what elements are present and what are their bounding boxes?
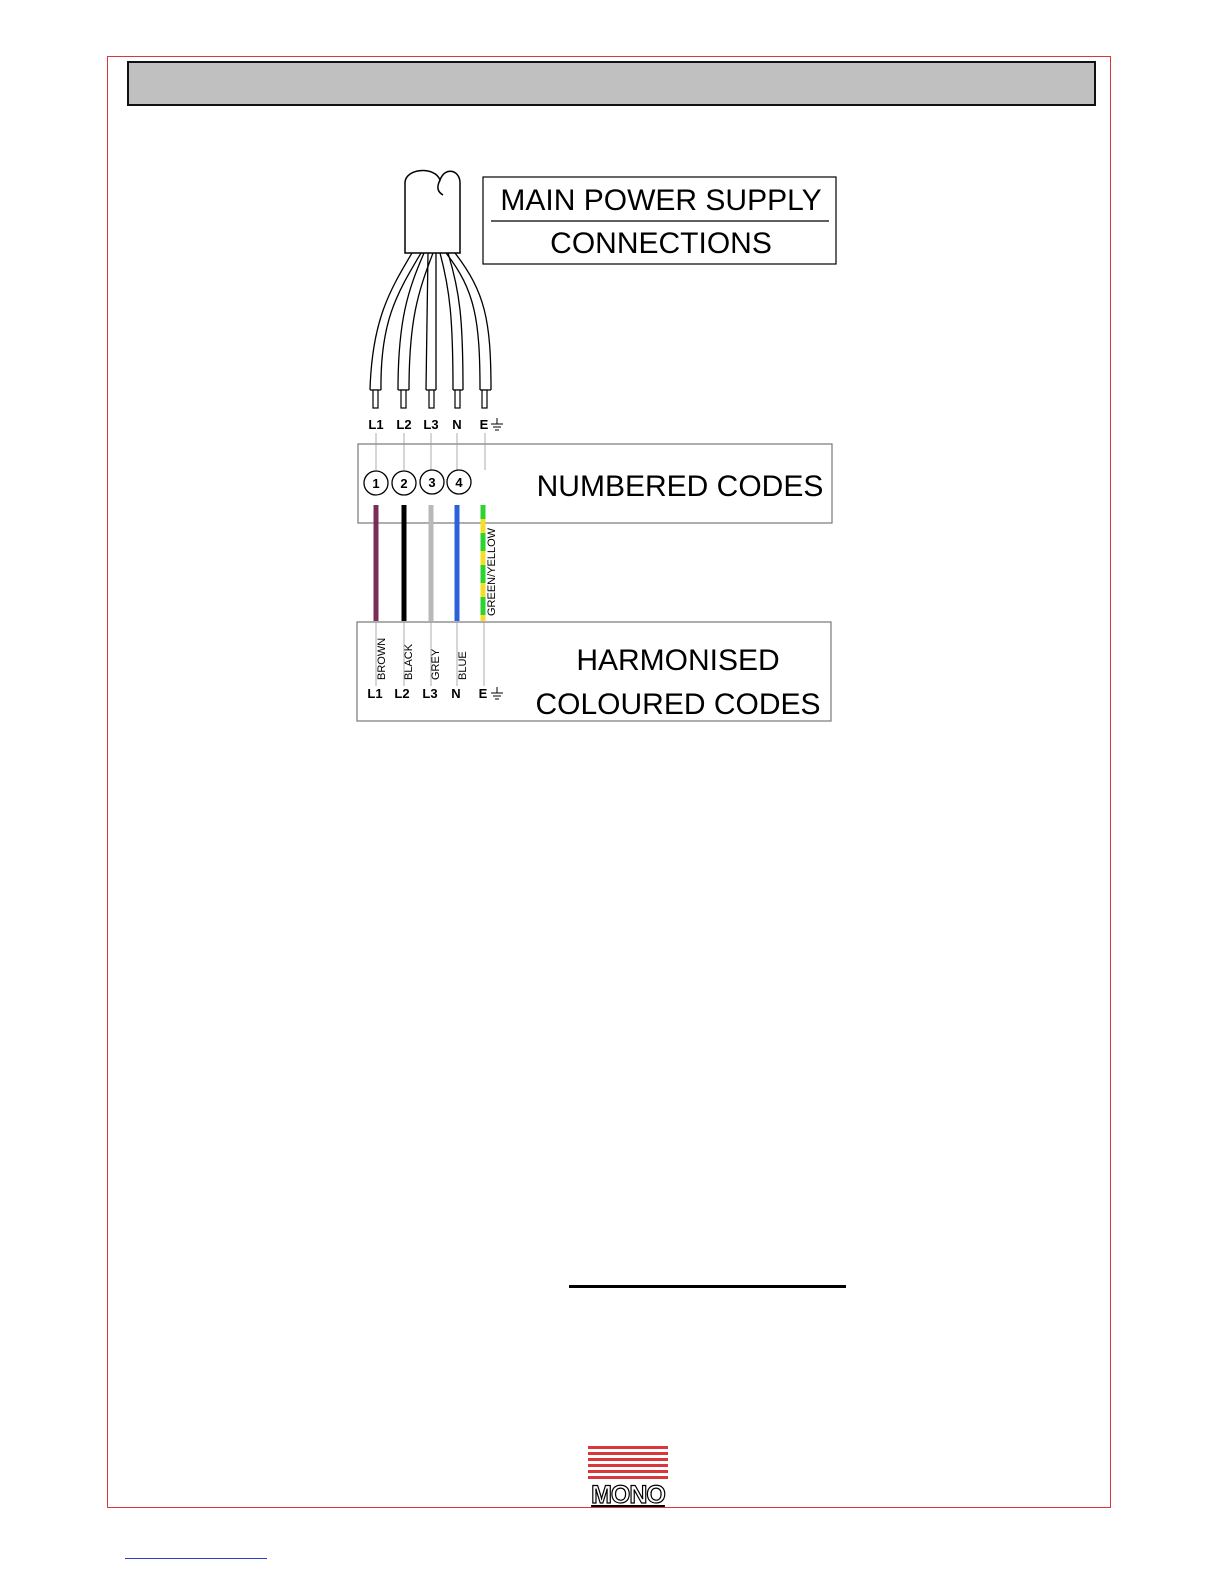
numbered-codes-title: NUMBERED CODES [536, 470, 824, 503]
signature-line [569, 1285, 846, 1288]
terminal-label-bottom-n: N [451, 686, 461, 701]
logo-stripe [588, 1458, 668, 1461]
title-line1: MAIN POWER SUPPLY [500, 184, 822, 217]
bare-wire-ends [373, 390, 487, 408]
cable-sleeve [405, 171, 460, 253]
number-1: 1 [372, 476, 380, 491]
colour-name-blue: BLUE [457, 651, 469, 680]
logo-stripe [588, 1452, 668, 1455]
title-line2: CONNECTIONS [550, 227, 772, 260]
earth-ground-icon [491, 418, 503, 430]
logo-text: MONO [591, 1481, 665, 1509]
number-2: 2 [400, 476, 408, 491]
terminal-label-l3: L3 [423, 417, 439, 432]
logo-stripe [588, 1464, 668, 1467]
harmonised-line1: HARMONISED [576, 644, 780, 677]
mono-logo [586, 1446, 670, 1508]
terminal-label-l1: L1 [368, 417, 384, 432]
terminal-label-bottom-e: E [478, 686, 488, 701]
number-4: 4 [455, 475, 463, 490]
logo-stripe [588, 1446, 668, 1449]
terminal-label-n: N [452, 417, 462, 432]
terminal-label-bottom-l1: L1 [367, 686, 383, 701]
terminal-label-l2: L2 [396, 417, 412, 432]
logo-stripe [588, 1476, 668, 1479]
harmonised-line2: COLOURED CODES [535, 688, 821, 721]
terminal-label-bottom-l2: L2 [394, 686, 410, 701]
colour-name-black: BLACK [403, 643, 415, 680]
terminal-labels-top [368, 417, 488, 432]
colour-name-brown: BROWN [376, 637, 388, 680]
footer-link-underline[interactable] [125, 1558, 267, 1559]
colour-name-grey: GREY [430, 648, 442, 680]
number-3: 3 [428, 475, 436, 490]
terminal-label-bottom-l3: L3 [422, 686, 438, 701]
terminal-label-e: E [479, 417, 489, 432]
logo-stripes [588, 1446, 668, 1480]
cable-cores [370, 253, 491, 390]
logo-stripe [588, 1470, 668, 1473]
colour-name-green-yellow: GREEN/YELLOW [486, 527, 498, 616]
